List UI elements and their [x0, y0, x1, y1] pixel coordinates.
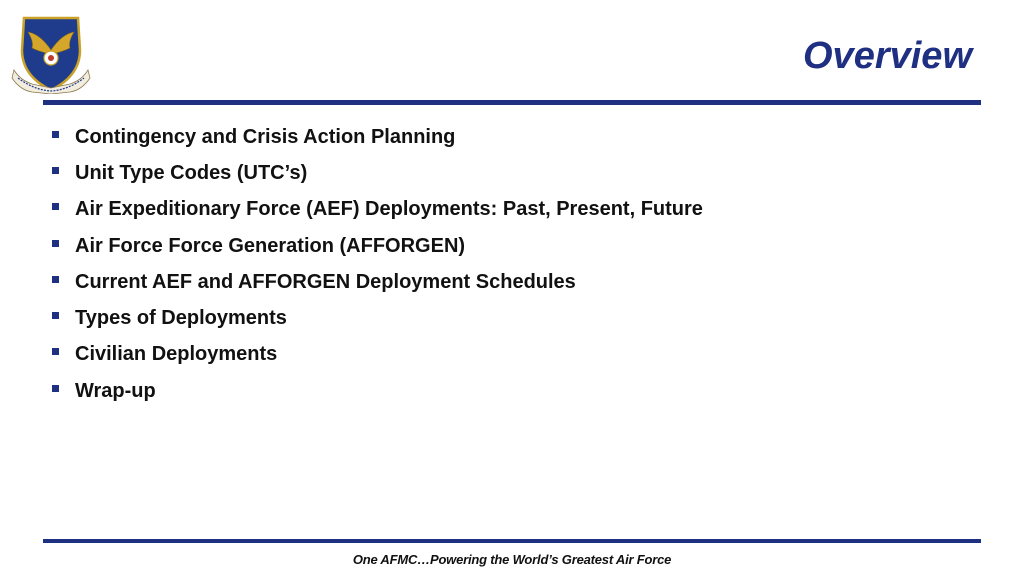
square-bullet-icon — [52, 385, 59, 392]
bullet-list — [52, 119, 703, 409]
square-bullet-icon — [52, 312, 59, 319]
list-item — [52, 228, 703, 264]
bullet-text: Types of Deployments — [75, 307, 287, 330]
afmc-shield-emblem-icon — [10, 14, 92, 94]
square-bullet-icon — [52, 240, 59, 247]
bullet-text: Civilian Deployments — [75, 343, 278, 366]
square-bullet-icon — [52, 348, 59, 355]
list-item — [52, 119, 703, 155]
list-item — [52, 264, 703, 300]
list-item — [52, 337, 703, 373]
square-bullet-icon — [52, 131, 59, 138]
footer-tagline: One AFMC…Powering the World’s Greatest Air Force — [352, 552, 672, 567]
bullet-text: Unit Type Codes (UTC’s) — [75, 161, 308, 184]
list-item — [52, 155, 703, 191]
square-bullet-icon — [52, 276, 59, 283]
title-divider — [43, 100, 981, 105]
list-item — [52, 300, 703, 336]
list-item — [52, 373, 703, 409]
footer-divider — [43, 539, 981, 543]
bullet-text: Wrap-up — [75, 379, 156, 402]
square-bullet-icon — [52, 203, 59, 210]
slide-title: Overview — [803, 35, 972, 77]
bullet-text: Air Force Force Generation (AFFORGEN) — [75, 234, 466, 257]
list-item — [52, 192, 703, 228]
bullet-text: Contingency and Crisis Action Planning — [75, 125, 456, 148]
bullet-text: Air Expeditionary Force (AEF) Deployments: Past, Present, Future — [75, 198, 703, 221]
square-bullet-icon — [52, 167, 59, 174]
bullet-text: Current AEF and AFFORGEN Deployment Schedules — [75, 270, 576, 293]
